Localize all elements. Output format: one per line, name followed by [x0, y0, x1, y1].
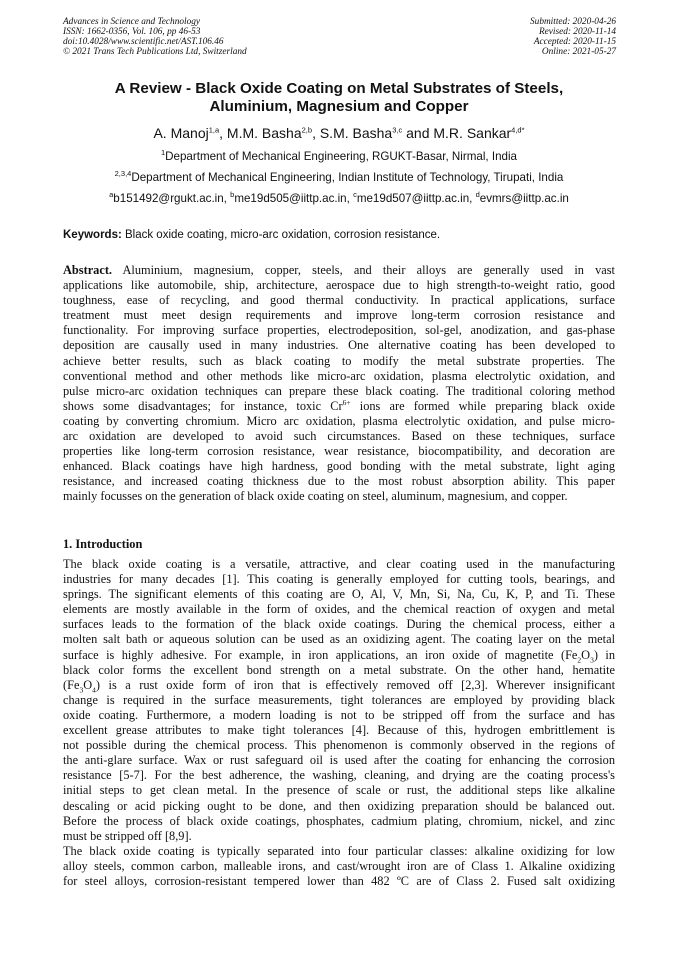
revised-date: Revised: 2020-11-14	[538, 27, 616, 37]
abstract-line: properties like long-term corrosion resistance, wear resistance, biocompatibility, and decoration are	[63, 444, 615, 459]
body-line: The black oxide coating is a versatile, attractive, and clear coating used in the manufacturing	[63, 557, 615, 571]
affiliation-1	[0, 150, 678, 164]
chromium-charge: 6+	[342, 398, 351, 407]
author-affil-mark: 2,b	[301, 125, 313, 135]
author-name: and M.R. Sankar	[402, 125, 512, 141]
author-name: , M.M. Basha	[219, 125, 302, 141]
affiliation-2	[0, 171, 678, 185]
body-line: initial steps to get clean metal. In the presence of scale or rust, the additional steps like alkaline	[63, 783, 615, 798]
author-affil-mark: 3,c	[392, 125, 403, 135]
author-name: , S.M. Basha	[312, 125, 393, 141]
affil-mark: 1	[160, 148, 166, 158]
body-line: for steel alloys, corrosion-resistant tempered lower than 482 ºC are of Class 2. Fused salt oxidizing	[63, 873, 615, 888]
email-mark: b	[230, 190, 235, 200]
abstract	[63, 263, 615, 505]
email-link[interactable]: me19d507@iittp.ac.in,	[356, 192, 476, 205]
body-line: alloy steels, common carbon, malleable irons, and cast/wrought iron are of Class 1. Alkaline oxidizing	[63, 858, 615, 873]
abstract-line: toughness, ease of recycling, and good thermal conductivity. In practical applications, surface	[63, 293, 615, 308]
email-link[interactable]: evmrs@iittp.ac.in	[479, 192, 569, 205]
keywords-text: Black oxide coating, micro-arc oxidation, corrosion resistance.	[121, 229, 441, 241]
body-line: molten salt bath or aqueous solution can be used as an oxidizing agent. The coating layer on the metal	[63, 632, 615, 647]
subscript: 3	[590, 655, 594, 663]
title-line-2: Aluminium, Magnesium and Copper	[209, 98, 469, 115]
body-line: descaling or acid picking ought to be done, and then oxidizing preparation should be balanced out.	[63, 798, 615, 813]
body-text: O	[83, 677, 93, 692]
submitted-date: Submitted: 2020-04-26	[530, 17, 616, 27]
body-line: The black oxide coating is typically separated into four particular classes: alkaline oxidizing for low	[63, 843, 615, 858]
abstract-line: pulse micro-arc oxidation techniques can prepare these black coating. The traditional coloring method	[63, 383, 615, 398]
body-text: O	[581, 647, 591, 662]
author-affil-mark: 1,a	[208, 125, 220, 135]
body-line	[63, 678, 615, 693]
abstract-text: shows some disadvantages; for instance, toxic Cr	[63, 398, 343, 413]
abstract-label: Abstract.	[63, 263, 113, 277]
author-affil-mark: 4,d*	[511, 125, 525, 135]
accepted-date: Accepted: 2020-11-15	[533, 37, 616, 47]
abstract-line: coating by converting chromium. Micro arc oxidation, plasma electrolytic oxidation, and pulse micro-	[63, 413, 615, 428]
abstract-text: Aluminium, magnesium, copper, steels, and their alloys are generally used in vast	[112, 263, 615, 277]
body-text: surface is highly adhesive. For example, in iron applications, an iron oxide of magnetite (Fe	[63, 647, 578, 662]
title-line-1: A Review - Black Oxide Coating on Metal Substrates of Steels,	[114, 80, 564, 97]
affil-text: Department of Mechanical Engineering, Indian Institute of Technology, Tirupati, India	[131, 171, 564, 184]
abstract-line: deposition are causally used in many industries. One alternative coating has been developed to	[63, 338, 615, 353]
journal-name: Advances in Science and Technology	[63, 17, 201, 27]
abstract-line: enhanced. Black coatings have high hardness, good bonding with the metal substrate, light aging	[63, 459, 615, 474]
abstract-text: ions are formed while preparing black oxide	[350, 398, 615, 413]
abstract-line: arc oxidation are developed to avoid such circumstances. Based on these techniques, surface	[63, 429, 615, 444]
body-line: black color forms the excellent bond strength on a metal substrate. On the other hand, hematite	[63, 662, 615, 677]
issn: ISSN: 1662-0356, Vol. 106, pp 46-53	[63, 27, 201, 37]
abstract-line: functionality. For improving surface properties, electrodeposition, sol-gel, anodization, and gas-phase	[63, 323, 615, 338]
email-link[interactable]: me19d505@iittp.ac.in,	[234, 192, 354, 205]
email-mark: a	[109, 190, 114, 200]
abstract-line: mainly focusses on the generation of black oxide coating on steel, aluminum, magnesium, and copper.	[63, 489, 568, 504]
email-mark: c	[353, 190, 357, 200]
body-line: industries for many decades [1]. This coating is generally employed for cutting tools, bearings, and	[63, 572, 615, 587]
email-link[interactable]: b151492@rgukt.ac.in,	[113, 192, 231, 205]
section-heading: 1. Introduction	[63, 537, 143, 551]
body-text: (Fe	[63, 677, 80, 692]
journal-info	[63, 17, 247, 57]
publication-dates	[530, 17, 616, 57]
abstract-line	[63, 399, 615, 414]
body-line: elements are mostly available in the form of oxides, and the chemical reaction of oxygen and metal	[63, 602, 615, 617]
subscript: 4	[92, 685, 96, 693]
affil-mark: 2,3,4	[114, 169, 132, 179]
keywords-label: Keywords:	[63, 229, 122, 241]
author-list	[0, 124, 678, 142]
body-line	[63, 648, 615, 663]
body-line: the anti-glare surface. Wax or rust safeguard oil is used after the coating for enhancing the corrosion	[63, 753, 615, 768]
author-emails	[0, 192, 678, 206]
doi: doi:10.4028/www.scientific.net/AST.106.46	[63, 37, 224, 47]
copyright: © 2021 Trans Tech Publications Ltd, Switzerland	[63, 47, 247, 57]
author-name: A. Manoj	[153, 125, 209, 141]
body-line: oxide coating. Furthermore, a modern loading is not to be stripped off from the surface and has	[63, 707, 615, 722]
subscript: 3	[79, 685, 84, 693]
body-line: must be stripped off [8,9].	[63, 828, 192, 843]
body-line: change is required in the surface measurements, tight tolerances are employed by providing black	[63, 692, 615, 707]
abstract-line: applications like automobile, ship, architecture, aerospace due to high strength-to-weight ratio, good	[63, 278, 615, 293]
affil-text: Department of Mechanical Engineering, RGUKT-Basar, Nirmal, India	[165, 150, 517, 163]
abstract-line	[63, 263, 615, 278]
body-line: excellent grease attributes to make tight tolerances [4]. Because of this, hydrogen embrittlement is	[63, 723, 615, 738]
body-line: resistance [5-7]. For the best adherence, the washing, cleaning, and drying are the coating process's	[63, 768, 615, 783]
body-line: springs. The significant elements of this coating are O, Al, V, Mn, Si, Na, Cu, K, P, and Ti. These	[63, 587, 615, 602]
online-date: Online: 2021-05-27	[541, 47, 616, 57]
abstract-line: achieve better results, such as black coating to modify the metal substrate properties. The	[63, 353, 615, 368]
body-line: surfaces leads to the formation of the black oxide coatings. During the chemical process, either a	[63, 617, 615, 632]
paper-title	[0, 80, 678, 116]
body-line: Before the process of black oxide coatings, phosphates, cadmium plating, chromium, nickel, and zinc	[63, 813, 615, 828]
subscript: 2	[577, 655, 582, 663]
keywords	[63, 228, 615, 242]
body-text: ) is a rust oxide form of iron that is effectively removed off [2,3]. Wherever insignificant	[95, 677, 615, 692]
abstract-line: conventional method and other methods like micro-arc oxidation, plasma electrolytic oxidation, and	[63, 368, 615, 383]
body-line: not possible during the chemical process. This phenomenon is commonly observed in the regions of	[63, 738, 615, 753]
body-text: ) in	[593, 647, 615, 662]
abstract-line: treatment must meet design requirements and improve long-term corrosion resistance and	[63, 308, 615, 323]
abstract-line: resistance, and increased coating thickness due to the most robust absorption ability. This paper	[63, 474, 615, 489]
introduction-body	[63, 557, 615, 889]
email-mark: d	[475, 190, 480, 200]
